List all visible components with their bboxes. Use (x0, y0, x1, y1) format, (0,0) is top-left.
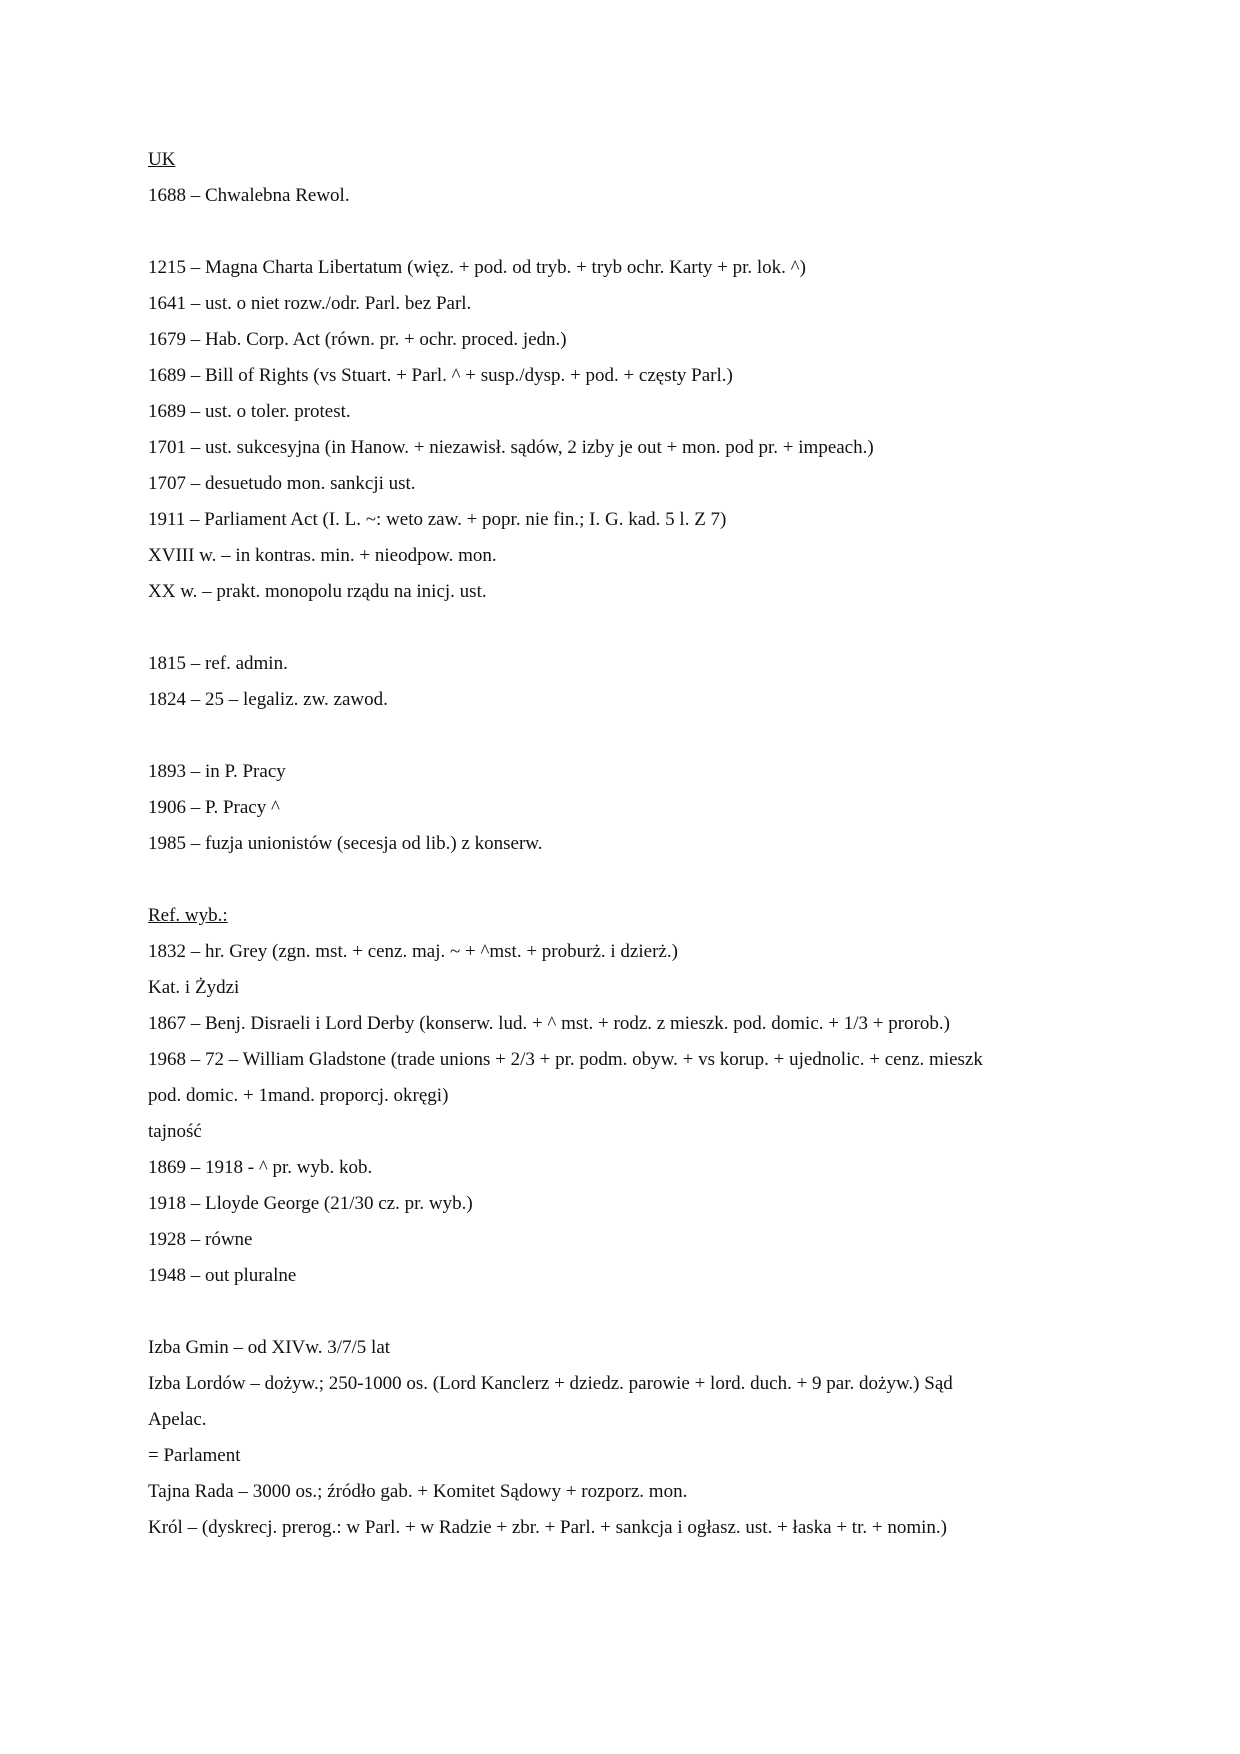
text-line: Izba Lordów – dożyw.; 250-1000 os. (Lord Kanclerz + dziedz. parowie + lord. duch. + 9 par. dożyw.) Sąd (148, 1373, 953, 1394)
text-line: 1641 – ust. o niet rozw./odr. Parl. bez Parl. (148, 293, 472, 314)
text-line: 1869 – 1918 - ^ pr. wyb. kob. (148, 1157, 373, 1178)
text-line: 1689 – Bill of Rights (vs Stuart. + Parl. ^ + susp./dysp. + pod. + częsty Parl.) (148, 365, 733, 386)
text-line: XVIII w. – in kontras. min. + nieodpow. mon. (148, 545, 497, 566)
text-line: Kat. i Żydzi (148, 977, 240, 998)
blank-line (148, 1294, 1078, 1330)
text-line: 1948 – out pluralne (148, 1265, 297, 1286)
text-line: 1832 – hr. Grey (zgn. mst. + cenz. maj. ~ + ^mst. + proburż. i dzierż.) (148, 941, 678, 962)
text-line: 1215 – Magna Charta Libertatum (więz. + pod. od tryb. + tryb ochr. Karty + pr. lok. ^) (148, 257, 806, 278)
text-line: 1707 – desuetudo mon. sankcji ust. (148, 473, 416, 494)
text-line: 1701 – ust. sukcesyjna (in Hanow. + niezawisł. sądów, 2 izby je out + mon. pod pr. + impeach.) (148, 437, 874, 458)
text-line: 1985 – fuzja unionistów (secesja od lib.) z konserw. (148, 833, 543, 854)
blank-line (148, 214, 1078, 250)
section-heading: UK (148, 149, 176, 170)
text-line: 1689 – ust. o toler. protest. (148, 401, 351, 422)
text-line: Apelac. (148, 1409, 207, 1430)
text-line: XX w. – prakt. monopolu rządu na inicj. ust. (148, 581, 487, 602)
text-line: 1893 – in P. Pracy (148, 761, 286, 782)
blank-line (148, 610, 1078, 646)
text-line: 1688 – Chwalebna Rewol. (148, 185, 350, 206)
text-line: 1867 – Benj. Disraeli i Lord Derby (konserw. lud. + ^ mst. + rodz. z mieszk. pod. domic. + 1/3 + prorob.) (148, 1013, 950, 1034)
text-line: 1968 – 72 – William Gladstone (trade unions + 2/3 + pr. podm. obyw. + vs korup. + ujednolic. + cenz. mieszk (148, 1049, 983, 1070)
text-line: Izba Gmin – od XIVw. 3/7/5 lat (148, 1337, 391, 1358)
text-line: Tajna Rada – 3000 os.; źródło gab. + Komitet Sądowy + rozporz. mon. (148, 1481, 688, 1502)
text-line: 1679 – Hab. Corp. Act (równ. pr. + ochr. proced. jedn.) (148, 329, 567, 350)
document-page (148, 142, 1078, 1546)
text-line: 1815 – ref. admin. (148, 653, 288, 674)
blank-line (148, 862, 1078, 898)
text-line: 1928 – równe (148, 1229, 253, 1250)
text-line: = Parlament (148, 1445, 241, 1466)
text-line: pod. domic. + 1mand. proporcj. okręgi) (148, 1085, 449, 1106)
text-line: 1824 – 25 – legaliz. zw. zawod. (148, 689, 388, 710)
text-line: Król – (dyskrecj. prerog.: w Parl. + w Radzie + zbr. + Parl. + sankcja i ogłasz. ust. + łaska + tr. + nomin.) (148, 1517, 947, 1538)
text-line: tajność (148, 1121, 202, 1142)
section-heading: Ref. wyb.: (148, 905, 228, 926)
text-line: 1911 – Parliament Act (I. L. ~: weto zaw. + popr. nie fin.; I. G. kad. 5 l. Z 7) (148, 509, 727, 530)
text-line: 1906 – P. Pracy ^ (148, 797, 280, 818)
blank-line (148, 718, 1078, 754)
text-line: 1918 – Lloyde George (21/30 cz. pr. wyb.) (148, 1193, 473, 1214)
